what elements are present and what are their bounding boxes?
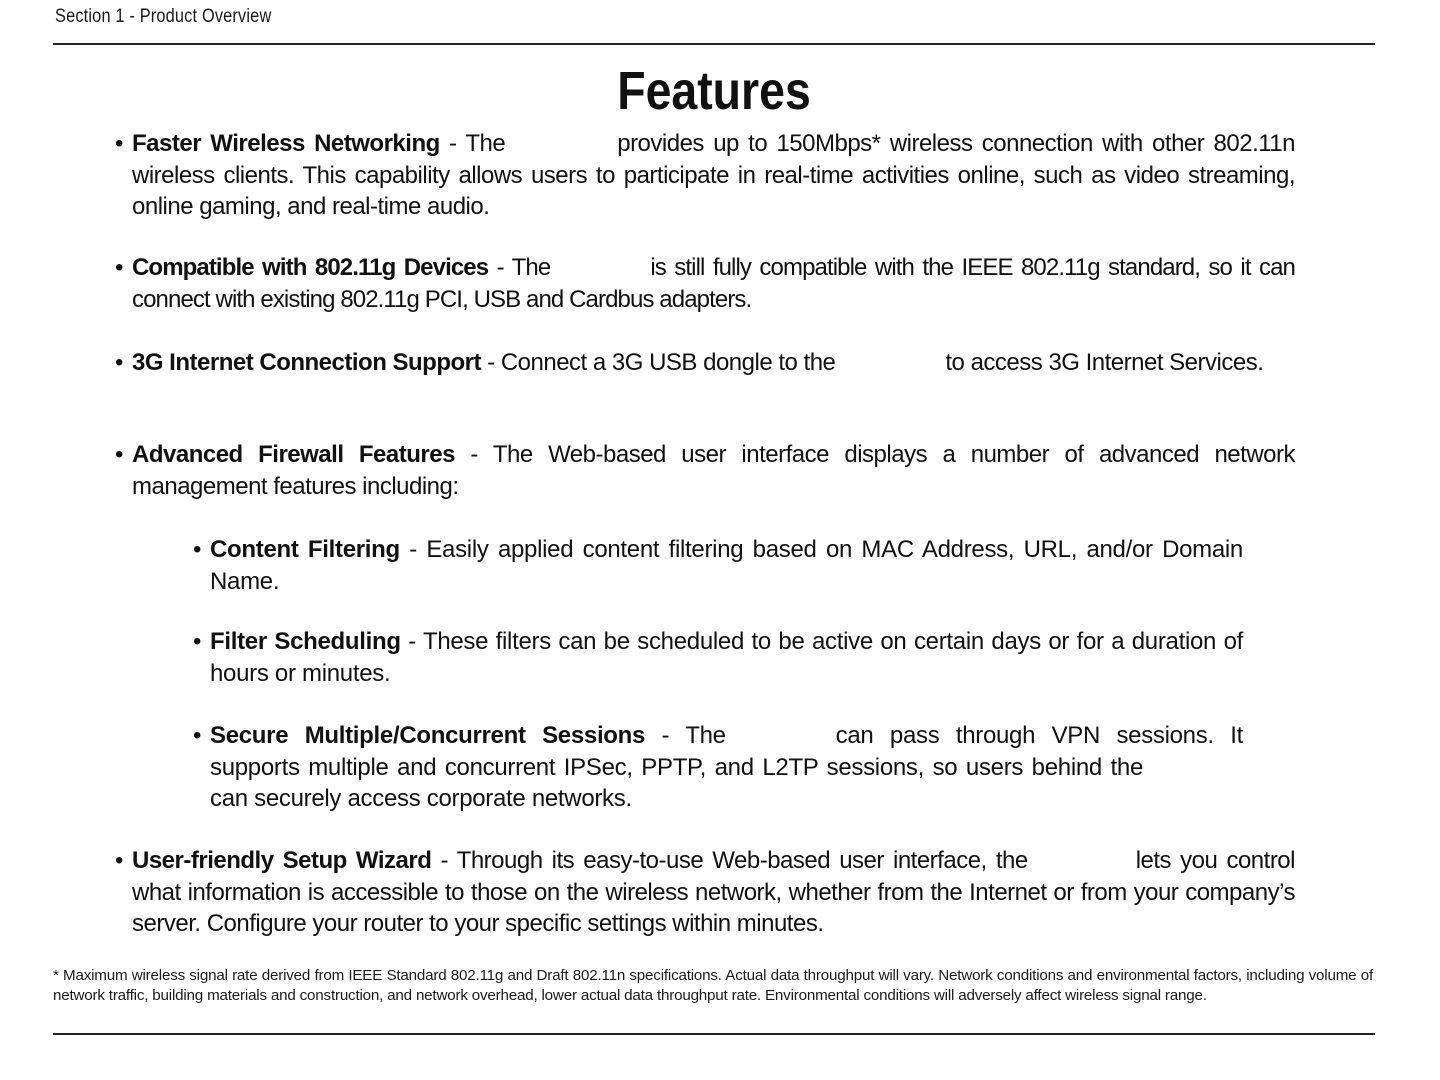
feature-term: Compatible with 802.11g Devices xyxy=(132,254,489,281)
feature-term: Secure Multiple/Concurrent Sessions xyxy=(210,722,646,749)
feature-text: to access 3G Internet Services. xyxy=(945,349,1264,376)
feature-3g-support xyxy=(115,347,1295,379)
feature-separator: - The xyxy=(645,722,726,749)
subfeature-secure-sessions xyxy=(193,720,1243,815)
feature-term: User-friendly Setup Wizard xyxy=(132,847,432,874)
footer-rule xyxy=(53,1033,1375,1035)
feature-term: Filter Scheduling xyxy=(210,628,401,655)
header-rule xyxy=(53,43,1375,45)
feature-separator: - These filters can be scheduled to be active on certain days or for a duration of hours or minutes. xyxy=(210,628,1243,687)
bullet-icon: • xyxy=(115,254,123,281)
feature-faster-wireless xyxy=(115,128,1295,223)
subfeature-filter-scheduling xyxy=(193,626,1243,689)
feature-separator: - The Web-based user interface displays a number of advanced network management features including: xyxy=(132,441,1295,500)
section-header: Section 1 - Product Overview xyxy=(55,6,272,27)
bullet-icon: • xyxy=(115,441,123,468)
feature-text-continued: can securely access corporate networks. xyxy=(210,785,632,812)
feature-text: provides up to 150Mbps* wireless connection with other 802.11n wireless clients. This capability allows users to participate in real-time activities online, such as video streaming, online gaming, and real-time audio. xyxy=(132,130,1295,220)
footnote: * Maximum wireless signal rate derived from IEEE Standard 802.11g and Draft 802.11n specifications. Actual data throughput will vary. Network conditions and environmental factors, including volume of network traffic, building materials and construction, and network overhead, lower actual data throughput rate. Environmental conditions will adversely affect wireless signal range. xyxy=(53,967,1373,1004)
feature-separator: - Through its easy-to-use Web-based user interface, the xyxy=(431,847,1028,874)
bullet-icon: • xyxy=(115,130,123,157)
bullet-icon: • xyxy=(193,536,202,563)
feature-separator: - Easily applied content filtering based on MAC Address, URL, and/or Domain Name. xyxy=(210,536,1243,595)
feature-term: Content Filtering xyxy=(210,536,400,563)
bullet-icon: • xyxy=(193,722,202,749)
feature-text: can pass through VPN sessions. It supports multiple and concurrent IPSec, PPTP, and L2TP sessions, so users behind the xyxy=(210,722,1243,781)
feature-setup-wizard xyxy=(115,845,1295,940)
bullet-icon: • xyxy=(115,847,123,874)
subfeature-content-filtering xyxy=(193,534,1243,597)
feature-advanced-firewall xyxy=(115,439,1295,502)
feature-term: Faster Wireless Networking xyxy=(132,130,440,157)
feature-text: is still fully compatible with the IEEE 802.11g standard, so it can connect with existing 802.11g PCI, USB and Cardbus adapters. xyxy=(132,254,1295,313)
feature-separator: - The xyxy=(488,254,551,281)
bullet-icon: • xyxy=(193,628,202,655)
feature-separator: - Connect a 3G USB dongle to the xyxy=(481,349,836,376)
feature-text: lets you control what information is accessible to those on the wireless network, whether from the Internet or from your company’s server. Configure your router to your specific settings within minutes. xyxy=(132,847,1295,937)
page-title: Features xyxy=(617,61,811,121)
feature-term: Advanced Firewall Features xyxy=(132,441,455,468)
feature-compatible-80211g xyxy=(115,252,1295,315)
feature-separator: - The xyxy=(439,130,506,157)
feature-term: 3G Internet Connection Support xyxy=(132,349,481,376)
bullet-icon: • xyxy=(115,349,123,376)
